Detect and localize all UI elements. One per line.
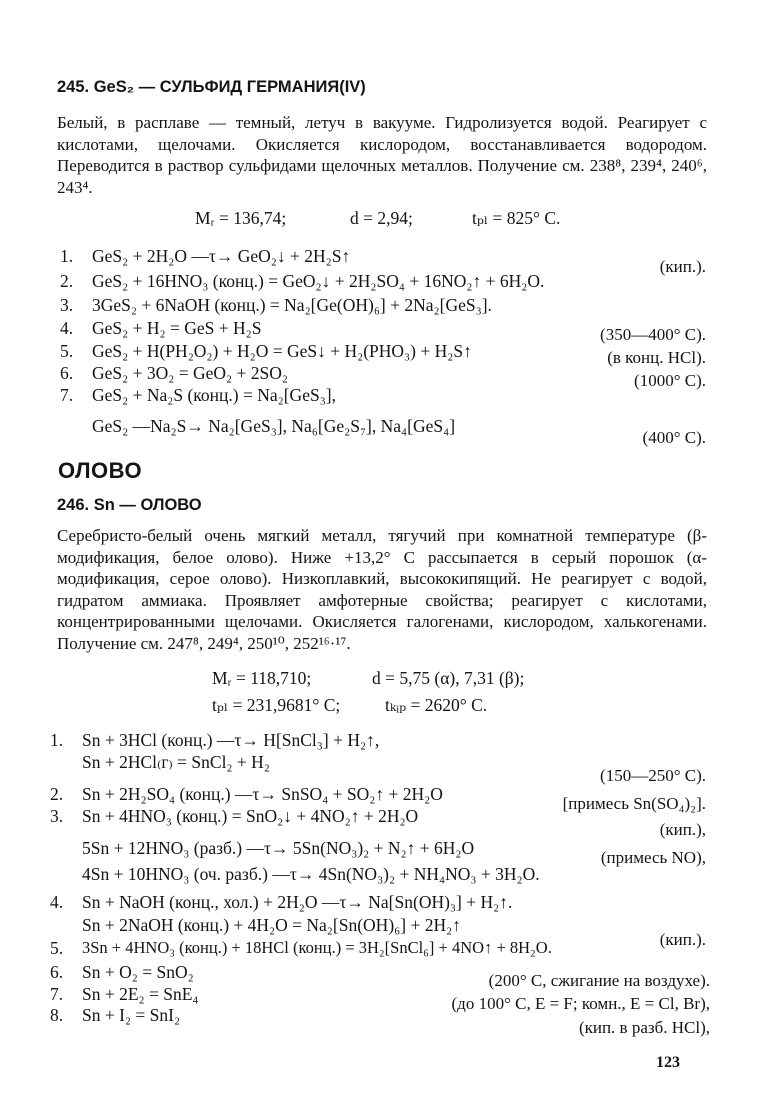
reaction-equation: GeS₂ —Na₂S→ Na₂[GeS₃], Na₆[Ge₂S₇], Na₄[GeS₄] xyxy=(92,416,456,436)
reaction-equation: Sn + 2HCl₍г₎ = SnCl₂ + H₂ xyxy=(82,752,270,772)
reaction-equation: 4Sn + 10HNO₃ (оч. разб.) —τ→ 4Sn(NO₃)₂ + NH₄NO₃ + 3H₂O. xyxy=(82,864,540,884)
reaction-number: 2. xyxy=(60,271,74,291)
reaction-equation: GeS₂ + H₂ = GeS + H₂S xyxy=(92,318,262,338)
reaction-equation: Sn + I₂ = SnI₂ xyxy=(82,1005,181,1025)
page-number: 123 xyxy=(656,1054,680,1071)
melting-point: tₚₗ = 231,9681° C; xyxy=(212,695,341,715)
entry-246-description: Серебристо-белый очень мягкий металл, тягучий при комнатной температуре (β-модификация, белое олово). Ниже +13,2° С рассыпается в серый порошок (α-модификация, серое олово). Низкоплавкий, высококипящий. Не реагирует с водой, гидратом аммиака. Проявляет амфотерные свойства; реагирует с кислотами, концентрированными щелочами. Окисляется галогенами, кислородом, халькогенами. Получение см. 247⁸, 249⁴, 250¹⁰, 252¹⁶·¹⁷. xyxy=(57,526,707,653)
reaction-number: 4. xyxy=(50,892,64,912)
entry-245-constants xyxy=(0,208,768,232)
reaction-number: 7. xyxy=(50,984,64,1004)
reaction-equation: Sn + 2NaOH (конц.) + 4H₂O = Na₂[Sn(OH)₆] + 2H₂↑ xyxy=(82,915,461,935)
reaction-number: 5. xyxy=(60,341,74,361)
density: d = 5,75 (α), 7,31 (β); xyxy=(372,668,525,688)
reaction-number: 3. xyxy=(50,806,64,826)
reaction-condition: (200° C, сжигание на воздухе). xyxy=(488,971,710,990)
reaction-condition: (кип.), xyxy=(659,820,706,839)
reaction-equation: 3Sn + 4HNO₃ (конц.) + 18HCl (конц.) = 3H₂[SnCl₆] + 4NO↑ + 8H₂O. xyxy=(82,938,552,957)
reaction-number: 1. xyxy=(50,730,64,750)
reaction-number: 6. xyxy=(60,363,74,383)
reaction-condition: (400° C). xyxy=(642,428,706,447)
reaction-condition: (150—250° C). xyxy=(600,766,706,785)
section-title: ОЛОВО xyxy=(58,458,143,483)
reaction-equation: Sn + 2E₂ = SnE₄ xyxy=(82,984,199,1004)
density: d = 2,94; xyxy=(350,208,413,228)
reaction-number: 4. xyxy=(60,318,74,338)
entry-246-title: 246. Sn — ОЛОВО xyxy=(57,496,202,514)
reaction-equation: GeS₂ + 16HNO₃ (конц.) = GeO₂↓ + 2H₂SO₄ + 16NO₂↑ + 6H₂O. xyxy=(92,271,545,291)
reaction-number: 8. xyxy=(50,1005,64,1025)
entry-246-constants xyxy=(0,668,768,718)
reaction-number: 6. xyxy=(50,962,64,982)
reaction-condition: (кип. в разб. HCl), xyxy=(578,1018,710,1037)
molar-mass: Mᵣ = 118,710; xyxy=(212,668,312,688)
reaction-equation: 5Sn + 12HNO₃ (разб.) —τ→ 5Sn(NO₃)₂ + N₂↑ + 6H₂O xyxy=(82,838,475,858)
reaction-equation: Sn + 3HCl (конц.) —τ→ H[SnCl₃] + H₂↑, xyxy=(82,730,380,750)
entry-245-title: 245. GeS₂ — СУЛЬФИД ГЕРМАНИЯ(IV) xyxy=(57,78,366,96)
reaction-number: 1. xyxy=(60,246,74,266)
melting-point: tₚₗ = 825° C. xyxy=(472,208,561,228)
reaction-equation: Sn + 4HNO₃ (конц.) = SnO₂↓ + 4NO₂↑ + 2H₂O xyxy=(82,806,419,826)
reaction-number: 2. xyxy=(50,784,64,804)
reaction-condition: (кип.). xyxy=(659,930,706,949)
reaction-condition: [примесь Sn(SO₄)₂]. xyxy=(562,794,706,813)
boiling-point: tₖᵢₚ = 2620° C. xyxy=(385,695,488,715)
reaction-equation: GeS₂ + 2H₂O —τ→ GeO₂↓ + 2H₂S↑ xyxy=(92,246,351,266)
reaction-condition: (350—400° C). xyxy=(600,325,706,344)
reaction-number: 7. xyxy=(60,385,74,405)
reaction-equation: Sn + NaOH (конц., хол.) + 2H₂O —τ→ Na[Sn(OH)₃] + H₂↑. xyxy=(82,892,513,912)
reaction-equation: 3GeS₂ + 6NaOH (конц.) = Na₂[Ge(OH)₆] + 2Na₂[GeS₃]. xyxy=(92,295,492,315)
reaction-condition: (1000° C). xyxy=(634,371,706,390)
reaction-condition: (до 100° C, E = F; комн., E = Cl, Br), xyxy=(451,994,710,1013)
reaction-condition: (кип.). xyxy=(659,257,706,276)
reaction-equation: GeS₂ + Na₂S (конц.) = Na₂[GeS₃], xyxy=(92,385,336,405)
reaction-number: 3. xyxy=(60,295,74,315)
reaction-condition: (в конц. HCl). xyxy=(607,348,706,367)
molar-mass: Mᵣ = 136,74; xyxy=(195,208,287,228)
reaction-equation: Sn + O₂ = SnO₂ xyxy=(82,962,194,982)
reaction-equation: Sn + 2H₂SO₄ (конц.) —τ→ SnSO₄ + SO₂↑ + 2H₂O xyxy=(82,784,443,804)
entry-245-description: Белый, в расплаве — темный, летуч в вакууме. Гидролизуется водой. Реагирует с кислотами, щелочами. Окисляется кислородом, восстанавливается водородом. Переводится в раствор сульфидами щелочных металлов. Получение см. 238⁸, 239⁴, 240⁶, 243⁴. xyxy=(57,113,707,197)
reaction-number: 5. xyxy=(50,938,64,958)
reaction-equation: GeS₂ + 3O₂ = GeO₂ + 2SO₂ xyxy=(92,363,288,383)
reaction-condition: (примесь NO), xyxy=(600,848,706,867)
reaction-equation: GeS₂ + H(PH₂O₂) + H₂O = GeS↓ + H₂(PHO₃) + H₂S↑ xyxy=(92,341,472,361)
